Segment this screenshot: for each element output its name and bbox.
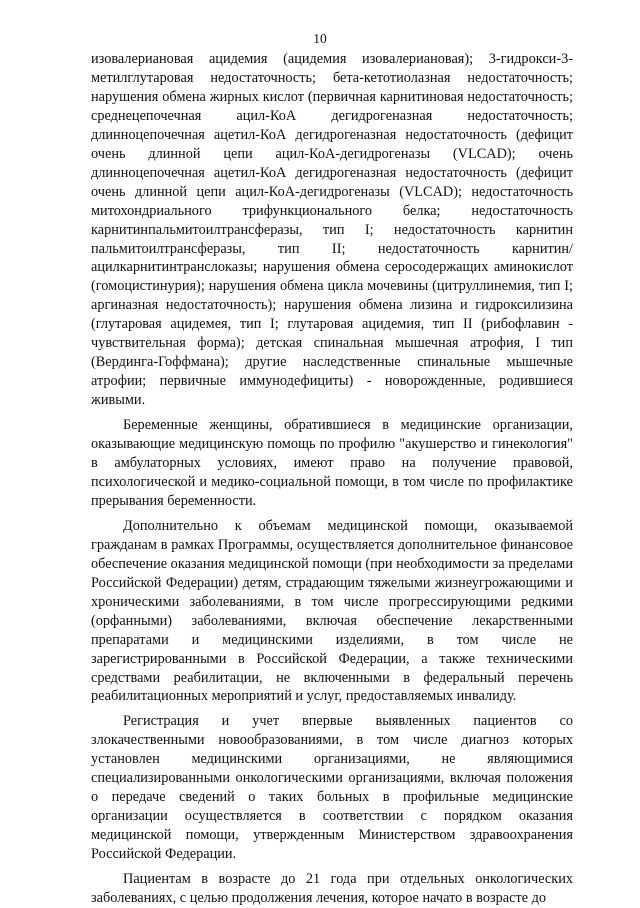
paragraph-patients-under-21: Пациентам в возрасте до 21 года при отдельных онкологических заболеваниях, с целью продолжения лечения, которое начато в возрасте до (91, 871, 573, 906)
paragraph-pregnant-women: Беременные женщины, обратившиеся в медицинские организации, оказывающие медицинскую помощь по профилю "акушерство и гинекология" в амбулаторных условиях, имеют право на получение правовой, психологической и медико-социальной помощи, в том числе по профилактике прерывания беременности. (91, 417, 573, 509)
document-body (91, 50, 573, 908)
page-number: 10 (313, 31, 327, 46)
paragraph-additional-funding: Дополнительно к объемам медицинской помощи, оказываемой гражданам в рамках Программы, осуществляется дополнительное финансовое обеспечение оказания медицинской помощи (при необходимости за пределами Российской Федерации) детям, страдающим тяжелыми жизнеугрожающими и хроническими заболеваниями, в том числе прогрессирующими редкими (орфанными) заболеваниями, включая обеспечение лекарственными препаратами и медицинскими изделиями, в том числе не зарегистрированными в Российской Федерации, а также техническими средствами реабилитации, не включенными в федеральный перечень реабилитационных мероприятий и услуг, предоставляемых инвалиду. (91, 517, 573, 705)
paragraph-screening-list: изовалериановая ацидемия (ацидемия изовалериановая); 3-гидрокси-3-метилглутаровая недостаточность; бета-кетотиолазная недостаточность; нарушения обмена жирных кислот (первичная карнитиновая недостаточность; среднецепочечная ацил-КоА дегидрогеназная недостаточность; длинноцепочечная ацетил-КоА дегидрогеназная недостаточность (дефицит очень длинной цепи ацил-КоА-дегидрогеназы (VLCAD); очень длинноцепочечная ацетил-КоА дегидрогеназная недостаточность (дефицит очень длинной цепи ацил-КоА-дегидрогеназы (VLCAD); недостаточность митохондриального трифункционального белка; недостаточность карнитинпальмитоилтрансферазы, тип I; недостаточность карнитин пальмитоилтрансферазы, тип II; недостаточность карнитин/ацилкарнитинтранслоказы; нарушения обмена серосодержащих аминокислот (гомоцистинурия); нарушения обмена цикла мочевины (цитруллинемия, тип I; аргиназная недостаточность); нарушения обмена лизина и гидроксилизина (глутаровая ацидемея, тип I; глутаровая ацидемия, тип II (рибофлавин - чувствительная форма); детская спинальная мышечная атрофия, I тип (Вердинга-Гоффмана); другие наследственные спинальные мышечные атрофии; первичные иммунодефициты) - новорожденные, родившиеся живыми. (91, 51, 573, 409)
paragraph-cancer-registration: Регистрация и учет впервые выявленных пациентов со злокачественными новообразованиями, в том числе диагноз которых установлен медицинскими организациями, не являющимися специализированными онкологическими организациями, включая положения о передаче сведений о таких больных в профильные медицинские организации осуществляется в соответствии с порядком оказания медицинской помощи, утвержденным Министерством здравоохранения Российской Федерации. (91, 713, 573, 863)
